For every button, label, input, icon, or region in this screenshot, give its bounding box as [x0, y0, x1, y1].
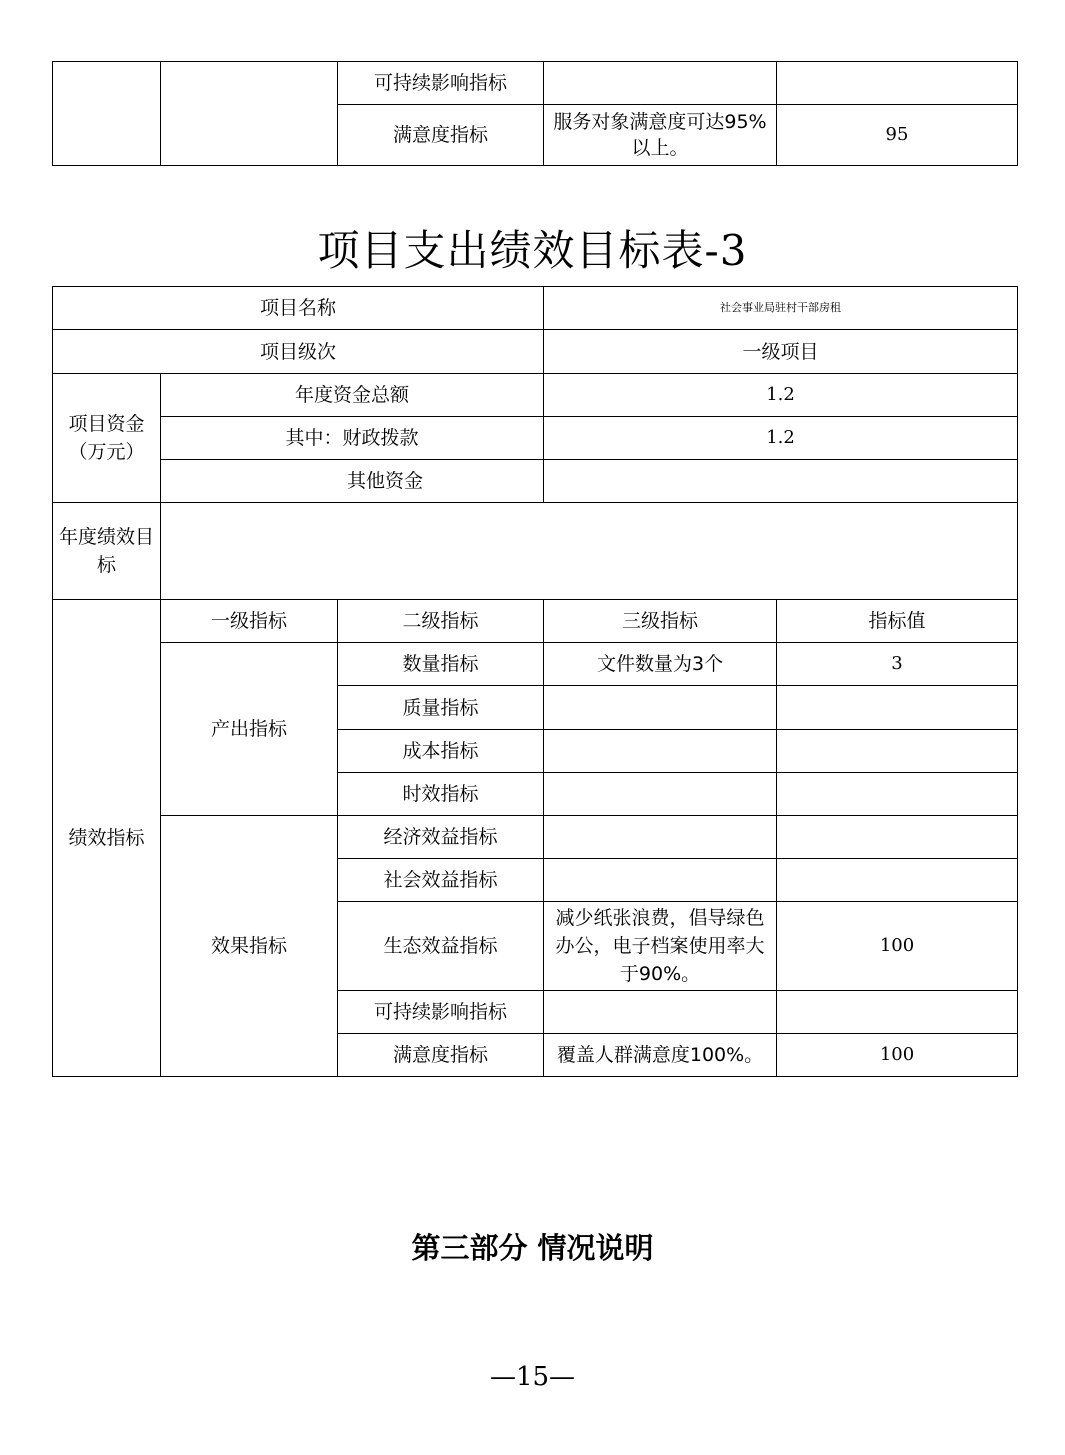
other-funds-label: 其他资金: [161, 460, 544, 503]
page-number: —15—: [489, 1362, 576, 1392]
value-cell: 3: [777, 643, 1018, 686]
level3-cell: [544, 773, 777, 816]
header-level2: 二级指标: [338, 600, 544, 643]
continuation-table: [52, 61, 1018, 166]
level3-cell: 服务对象满意度可达95%以上。: [544, 105, 777, 166]
level2-cell: 数量指标: [338, 643, 544, 686]
annual-goal-label: 年度绩效目标: [53, 503, 161, 600]
level2-cell: 质量指标: [338, 686, 544, 730]
value-cell: [777, 686, 1018, 730]
table-row: [53, 816, 1018, 859]
level3-cell: 覆盖人群满意度100%。: [544, 1034, 777, 1077]
value-cell: 100: [777, 902, 1018, 991]
level2-cell: 时效指标: [338, 773, 544, 816]
empty-cell: [161, 62, 338, 166]
header-level3: 三级指标: [544, 600, 777, 643]
value-cell: 95: [777, 105, 1018, 166]
other-funds-value: [544, 460, 1018, 503]
level2-cell: 可持续影响指标: [338, 991, 544, 1034]
level2-cell: 满意度指标: [338, 105, 544, 166]
fiscal-label: 其中：财政拨款: [161, 417, 544, 460]
value-cell: [777, 816, 1018, 859]
level3-cell: 文件数量为3个: [544, 643, 777, 686]
header-level1: 一级指标: [161, 600, 338, 643]
annual-total-row: [53, 374, 1018, 417]
empty-cell: [53, 62, 161, 166]
title-suffix: -3: [704, 226, 748, 275]
value-cell: [777, 730, 1018, 773]
level2-cell: 经济效益指标: [338, 816, 544, 859]
project-name-value: 社会事业局驻村干部房租: [544, 287, 1018, 330]
level3-cell: [544, 816, 777, 859]
perf-label: 绩效指标: [53, 600, 161, 1077]
project-level-value: 一级项目: [544, 330, 1018, 374]
level3-cell: [544, 62, 777, 105]
output-label: 产出指标: [161, 643, 338, 816]
table-row: [53, 643, 1018, 686]
value-cell: [777, 991, 1018, 1034]
value-cell: [777, 773, 1018, 816]
effect-label: 效果指标: [161, 816, 338, 1077]
funds-label: 项目资金（万元）: [53, 374, 161, 503]
level3-cell: [544, 686, 777, 730]
level3-cell: [544, 859, 777, 902]
project-name-label: 项目名称: [53, 287, 544, 330]
project-level-label: 项目级次: [53, 330, 544, 374]
header-row: [53, 600, 1018, 643]
annual-total-label: 年度资金总额: [161, 374, 544, 417]
fiscal-value: 1.2: [544, 417, 1018, 460]
level2-cell: 可持续影响指标: [338, 62, 544, 105]
level2-cell: 生态效益指标: [338, 902, 544, 991]
annual-total-value: 1.2: [544, 374, 1018, 417]
value-cell: 100: [777, 1034, 1018, 1077]
section-heading: 第三部分 情况说明: [411, 1231, 654, 1265]
level3-cell: [544, 991, 777, 1034]
value-cell: [777, 859, 1018, 902]
project-name-row: [53, 287, 1018, 330]
title-main: 项目支出绩效目标表: [317, 226, 705, 275]
level2-cell: 成本指标: [338, 730, 544, 773]
level2-cell: 满意度指标: [338, 1034, 544, 1077]
level3-cell: 减少纸张浪费，倡导绿色办公，电子档案使用率大于90%。: [544, 902, 777, 991]
project-level-row: [53, 330, 1018, 374]
level3-cell: [544, 730, 777, 773]
performance-target-table: [52, 286, 1018, 1077]
annual-goal-row: [53, 503, 1018, 600]
level2-cell: 社会效益指标: [338, 859, 544, 902]
other-funds-row: [53, 460, 1018, 503]
table-row: [53, 62, 1018, 105]
fiscal-row: [53, 417, 1018, 460]
annual-goal-value: [161, 503, 1018, 600]
value-cell: [777, 62, 1018, 105]
header-value: 指标值: [777, 600, 1018, 643]
table-title: [0, 218, 1065, 278]
